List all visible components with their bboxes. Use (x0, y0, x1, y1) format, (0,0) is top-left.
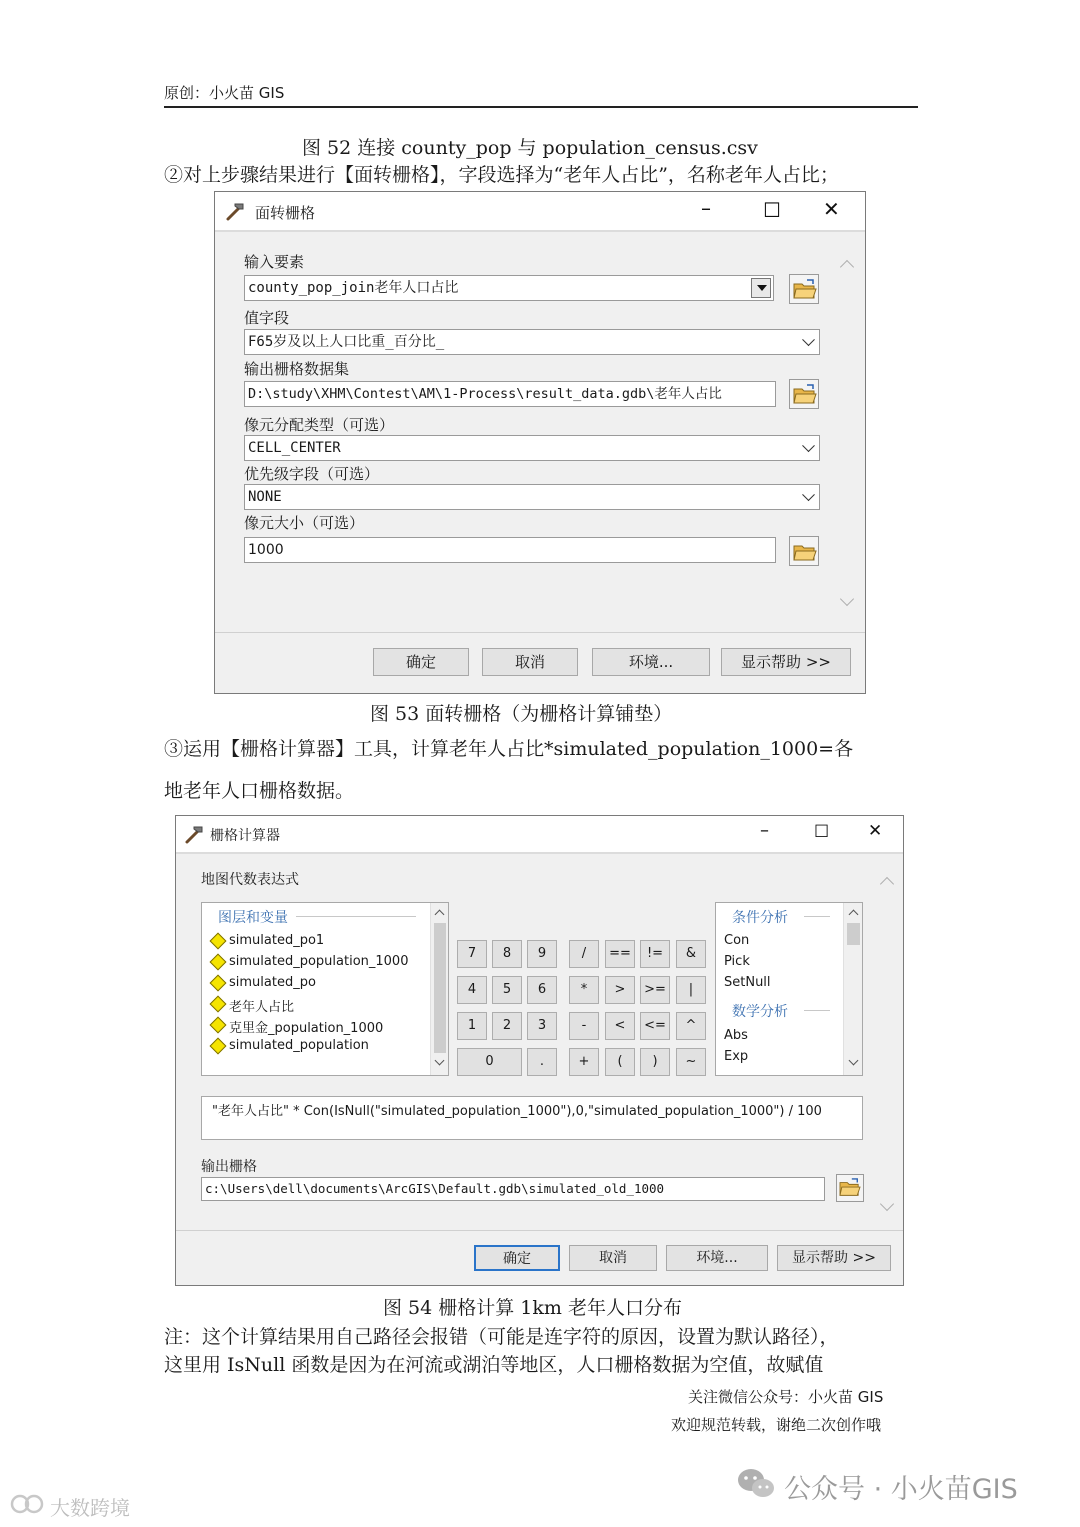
calc-key[interactable]: 1 (457, 1012, 487, 1040)
value-field-label: 值字段 (244, 309, 290, 327)
tool-item[interactable]: Exp (724, 1049, 749, 1064)
expression-text: "老年人占比" * Con(IsNull("simulated_population_1000"),0,"simulated_population_1000") / 100 (212, 1104, 822, 1119)
input-features-label: 输入要素 (244, 253, 305, 271)
footer-follow-text: 关注微信公众号：小火苗 GIS (688, 1388, 884, 1406)
folder-icon (793, 279, 817, 301)
folder-icon (793, 541, 817, 563)
step-3-paragraph-line2: 地老年人口栅格数据。 (164, 780, 355, 802)
calc-key[interactable]: <= (640, 1012, 670, 1040)
value-field-value: F65岁及以上人口比重_百分比_ (248, 334, 445, 350)
output-raster-value: D:\study\XHM\Contest\AM\1-Process\result_data.gdb\老年人占比 (248, 386, 722, 402)
show-help-button[interactable]: 显示帮助 >> (777, 1245, 891, 1271)
raster-layer-icon (210, 1038, 227, 1055)
layer-item[interactable]: simulated_po (229, 975, 316, 990)
environments-button[interactable]: 环境... (592, 648, 710, 676)
calc-key[interactable]: + (569, 1048, 599, 1076)
calc-key[interactable]: 3 (527, 1012, 557, 1040)
scroll-down-icon[interactable] (435, 1056, 445, 1066)
conditional-header: 条件分析 (732, 910, 788, 926)
scroll-down-icon[interactable] (849, 1056, 859, 1066)
layers-header: 图层和变量 (218, 910, 288, 926)
chevron-down-icon (802, 439, 815, 452)
watermark-right: 公众号 · 小火苗GIS (784, 1474, 1018, 1505)
layer-item[interactable]: simulated_po1 (229, 933, 325, 948)
calc-key[interactable]: & (676, 940, 706, 968)
calc-key[interactable]: ~ (676, 1048, 706, 1076)
output-raster-label: 输出栅格 (201, 1159, 257, 1175)
show-help-button[interactable]: 显示帮助 >> (721, 648, 851, 676)
scroll-down-icon[interactable] (840, 592, 854, 606)
page-header: 原创：小火苗 GIS (164, 84, 285, 102)
dialog-titlebar (176, 816, 903, 852)
scroll-down-icon[interactable] (880, 1197, 894, 1211)
scroll-up-icon[interactable] (849, 910, 859, 920)
expression-textbox[interactable] (201, 1096, 863, 1140)
close-button[interactable]: ✕ (823, 197, 840, 221)
calc-key[interactable]: 5 (492, 976, 522, 1004)
calc-key[interactable]: / (569, 940, 599, 968)
calc-key[interactable]: 4 (457, 976, 487, 1004)
calc-key[interactable]: ( (605, 1048, 635, 1076)
raster-layer-icon (210, 996, 227, 1013)
hammer-icon (184, 823, 206, 845)
cancel-button[interactable]: 取消 (482, 648, 578, 676)
layer-item[interactable]: simulated_population_1000 (229, 954, 409, 969)
dialog-title: 栅格计算器 (210, 828, 280, 844)
calc-key[interactable]: 7 (457, 940, 487, 968)
tool-item[interactable]: Con (724, 933, 750, 948)
brand-logo-icon (10, 1491, 50, 1517)
calc-key[interactable]: < (605, 1012, 635, 1040)
dropdown-arrow-icon[interactable] (751, 278, 771, 298)
calc-key[interactable]: * (569, 976, 599, 1004)
output-raster-field[interactable] (244, 381, 776, 407)
output-raster-label: 输出栅格数据集 (244, 360, 350, 378)
header-rule (164, 106, 918, 108)
calc-key[interactable]: 8 (492, 940, 522, 968)
minimize-button[interactable]: – (701, 196, 711, 220)
figure-54-caption: 图 54 栅格计算 1km 老年人口分布 (383, 1297, 682, 1319)
calc-key[interactable]: 0 (457, 1048, 522, 1076)
browse-input-button[interactable] (789, 274, 819, 304)
step-2-paragraph: ②对上步骤结果进行【面转栅格】，字段选择为“老年人占比”，名称老年人占比； (164, 164, 839, 186)
footer-repost-text: 欢迎规范转载，谢绝二次创作哦 (671, 1416, 882, 1434)
map-algebra-label: 地图代数表达式 (201, 872, 299, 888)
layer-item[interactable]: simulated_population (229, 1038, 369, 1053)
chevron-down-icon (802, 333, 815, 346)
step-3-paragraph-line1: ③运用【栅格计算器】工具，计算老年人占比*simulated_population_1000=各 (164, 738, 854, 760)
note-line2: 这里用 IsNull 函数是因为在河流或湖泊等地区，人口栅格数据为空值，故赋值 (164, 1354, 824, 1376)
priority-field-label: 优先级字段（可选） (244, 465, 380, 483)
calc-key[interactable]: 9 (527, 940, 557, 968)
chevron-down-icon (802, 488, 815, 501)
folder-icon (793, 384, 817, 406)
minimize-button[interactable]: – (760, 820, 769, 841)
calc-key[interactable]: >= (640, 976, 670, 1004)
math-header: 数学分析 (732, 1004, 788, 1020)
ok-button[interactable]: 确定 (373, 648, 469, 676)
output-raster-value: c:\Users\dell\documents\ArcGIS\Default.gdb\simulated_old_1000 (205, 1181, 665, 1196)
maximize-button[interactable]: ☐ (763, 198, 781, 222)
wechat-icon (736, 1466, 776, 1502)
input-features-field[interactable] (244, 275, 774, 301)
browse-output-button[interactable] (836, 1174, 864, 1202)
calc-key[interactable]: == (605, 940, 635, 968)
value-field-select[interactable] (244, 329, 820, 355)
calc-key[interactable]: - (569, 1012, 599, 1040)
raster-layer-icon (210, 954, 227, 971)
close-button[interactable]: ✕ (868, 821, 883, 841)
cell-size-value: 1000 (248, 542, 284, 558)
maximize-button[interactable]: ☐ (814, 822, 830, 842)
note-line1: 注：这个计算结果用自己路径会报错（可能是连字符的原因，设置为默认路径）， (164, 1326, 839, 1348)
raster-layer-icon (210, 975, 227, 992)
tool-item[interactable]: Abs (724, 1028, 748, 1043)
raster-layer-icon (210, 933, 227, 950)
cell-size-label: 像元大小（可选） (244, 514, 365, 532)
figure-53-caption: 图 53 面转栅格（为栅格计算铺垫） (370, 703, 673, 725)
layers-scrollbar[interactable] (430, 903, 448, 1075)
calc-key[interactable]: 6 (527, 976, 557, 1004)
cell-assignment-select[interactable] (244, 435, 820, 461)
calc-key[interactable]: ) (640, 1048, 670, 1076)
browse-output-button[interactable] (789, 379, 819, 409)
raster-layer-icon (210, 1017, 227, 1034)
cell-assignment-label: 像元分配类型（可选） (244, 416, 395, 434)
calc-key[interactable]: > (605, 976, 635, 1004)
browse-cellsize-button[interactable] (789, 536, 819, 566)
cancel-button[interactable]: 取消 (569, 1245, 657, 1271)
scroll-up-icon[interactable] (840, 260, 854, 274)
cell-assignment-value: CELL_CENTER (248, 440, 341, 456)
calc-key[interactable]: ^ (676, 1012, 706, 1040)
calc-key[interactable]: | (676, 976, 706, 1004)
output-raster-field[interactable] (201, 1177, 825, 1201)
layer-item[interactable]: 克里金_population_1000 (229, 1021, 384, 1036)
environments-button[interactable]: 环境... (666, 1245, 768, 1271)
layers-variables-list[interactable] (201, 902, 449, 1076)
hammer-icon (225, 200, 247, 222)
polygon-to-raster-dialog (214, 191, 866, 694)
calc-key[interactable]: . (527, 1048, 557, 1076)
figure-52-caption: 图 52 连接 county_pop 与 population_census.csv (302, 137, 758, 159)
folder-icon (839, 1178, 861, 1198)
scroll-up-icon[interactable] (880, 877, 894, 891)
watermark-left: 大数跨境 (50, 1496, 130, 1520)
priority-field-select[interactable] (244, 484, 820, 510)
calc-key[interactable]: 2 (492, 1012, 522, 1040)
scroll-up-icon[interactable] (435, 910, 445, 920)
tools-list[interactable] (715, 902, 863, 1076)
dialog-title: 面转栅格 (255, 204, 316, 222)
raster-calculator-dialog (175, 815, 904, 1286)
ok-button[interactable]: 确定 (474, 1245, 560, 1271)
cell-size-field[interactable] (244, 537, 776, 563)
tools-scrollbar[interactable] (843, 903, 862, 1075)
calc-key[interactable]: != (640, 940, 670, 968)
tool-item[interactable]: Pick (724, 954, 750, 969)
dialog-titlebar (215, 192, 865, 230)
priority-field-value: NONE (248, 489, 282, 505)
input-features-value: county_pop_join老年人口占比 (248, 280, 459, 296)
tool-item[interactable]: SetNull (724, 975, 771, 990)
layer-item[interactable]: 老年人占比 (229, 1000, 295, 1015)
